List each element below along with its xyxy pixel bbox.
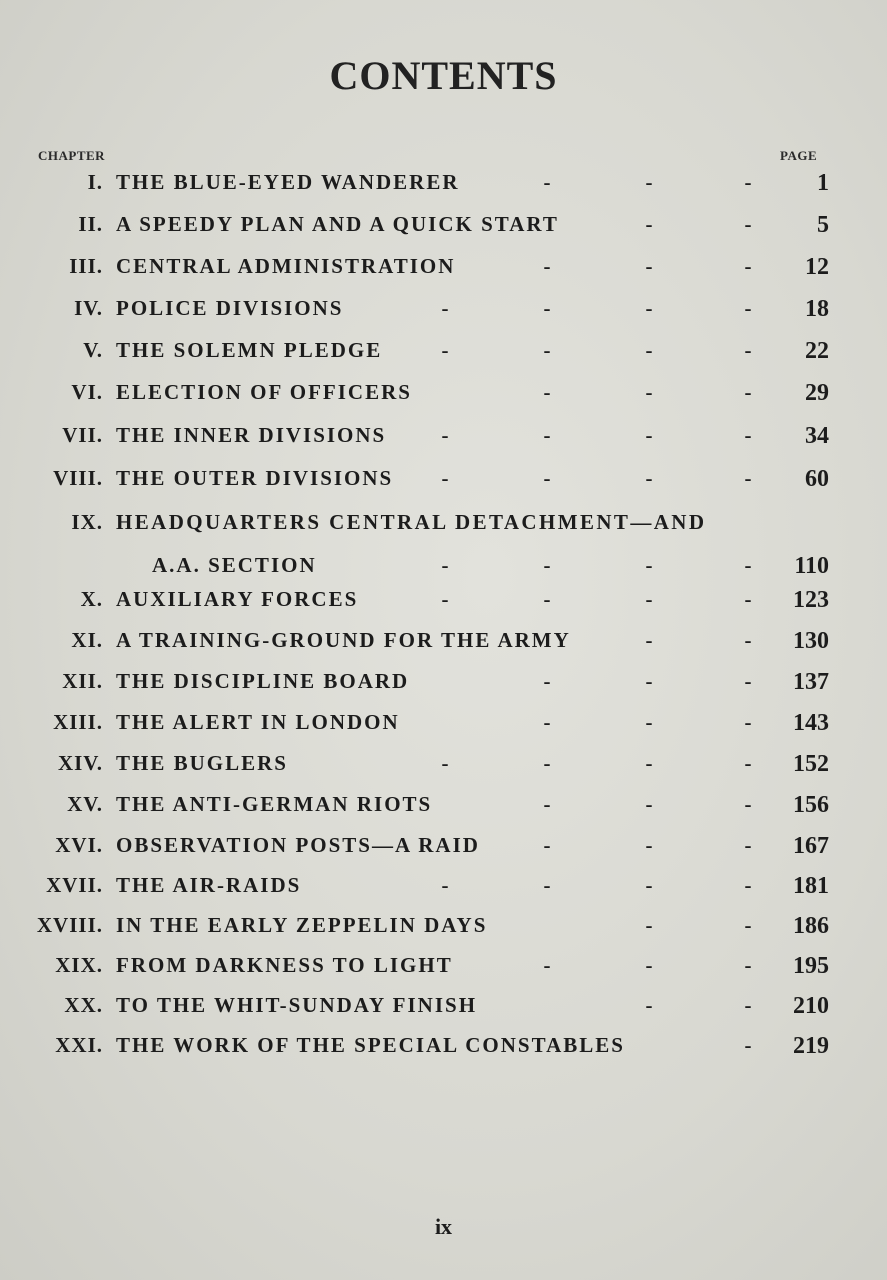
- page-ref: 143: [793, 710, 829, 736]
- leader-dash: -: [645, 170, 653, 194]
- leader-dash: -: [441, 873, 449, 897]
- leader-dash: -: [441, 587, 449, 611]
- chapter-title: THE ALERT IN LONDON: [116, 710, 400, 734]
- chapter-number: IX.: [71, 510, 103, 534]
- chapter-title-continuation: A.A. SECTION: [152, 553, 317, 577]
- leader-dash: -: [441, 751, 449, 775]
- chapter-title: A SPEEDY PLAN AND A QUICK START: [116, 212, 559, 236]
- leader-dash: -: [744, 587, 752, 611]
- toc-entry: [0, 170, 887, 204]
- page-ref: 186: [793, 913, 829, 939]
- leader-dash: -: [744, 466, 752, 490]
- leader-dash: -: [744, 792, 752, 816]
- leader-dash: -: [744, 993, 752, 1017]
- page-ref: 12: [805, 254, 829, 280]
- chapter-number: XVII.: [46, 873, 103, 897]
- toc-entry: [0, 510, 887, 544]
- leader-dash: -: [645, 751, 653, 775]
- toc-entry: [0, 380, 887, 414]
- chapter-title: THE AIR-RAIDS: [116, 873, 302, 897]
- toc-entry: [0, 212, 887, 246]
- toc-entry: [0, 296, 887, 330]
- chapter-number: V.: [83, 338, 103, 362]
- leader-dash: -: [744, 751, 752, 775]
- leader-dash: -: [543, 380, 551, 404]
- leader-dash: -: [744, 338, 752, 362]
- leader-dash: -: [543, 254, 551, 278]
- leader-dash: -: [441, 296, 449, 320]
- chapter-number: XVI.: [55, 833, 103, 857]
- leader-dash: -: [645, 380, 653, 404]
- chapter-title: HEADQUARTERS CENTRAL DETACHMENT—AND: [116, 510, 707, 534]
- chapter-title: FROM DARKNESS TO LIGHT: [116, 953, 453, 977]
- chapter-number: X.: [80, 587, 103, 611]
- leader-dash: -: [744, 553, 752, 577]
- chapter-title: THE DISCIPLINE BOARD: [116, 669, 410, 693]
- page-ref: 152: [793, 751, 829, 777]
- leader-dash: -: [543, 587, 551, 611]
- leader-dash: -: [744, 170, 752, 194]
- toc-entry: [0, 466, 887, 500]
- toc-entry: [0, 953, 887, 987]
- leader-dash: -: [645, 212, 653, 236]
- chapter-title: AUXILIARY FORCES: [116, 587, 359, 611]
- chapter-number: XIX.: [55, 953, 103, 977]
- page-ref: 1: [817, 170, 829, 196]
- leader-dash: -: [744, 873, 752, 897]
- leader-dash: -: [744, 953, 752, 977]
- page-ref: 167: [793, 833, 829, 859]
- leader-dash: -: [543, 792, 551, 816]
- leader-dash: -: [441, 423, 449, 447]
- leader-dash: -: [543, 669, 551, 693]
- toc-entry: [0, 873, 887, 907]
- toc-entry: [0, 628, 887, 662]
- leader-dash: -: [744, 669, 752, 693]
- page-ref: 123: [793, 587, 829, 613]
- leader-dash: -: [543, 873, 551, 897]
- page-column-label: PAGE: [780, 148, 818, 163]
- chapter-title: THE INNER DIVISIONS: [116, 423, 387, 447]
- toc-entry: [0, 913, 887, 947]
- toc-entry: [0, 423, 887, 457]
- leader-dash: -: [645, 254, 653, 278]
- leader-dash: -: [645, 833, 653, 857]
- chapter-title: THE WORK OF THE SPECIAL CONSTABLES: [116, 1033, 625, 1057]
- leader-dash: -: [744, 423, 752, 447]
- leader-dash: -: [645, 953, 653, 977]
- toc-entry: [0, 1033, 887, 1067]
- page-ref: 18: [805, 296, 829, 322]
- chapter-number: XII.: [62, 669, 103, 693]
- leader-dash: -: [744, 1033, 752, 1057]
- toc-entry: [0, 792, 887, 826]
- leader-dash: -: [645, 423, 653, 447]
- leader-dash: -: [543, 466, 551, 490]
- page-ref: 181: [793, 873, 829, 899]
- toc-entry: [0, 669, 887, 703]
- leader-dash: -: [543, 423, 551, 447]
- page-ref: 130: [793, 628, 829, 654]
- chapter-title: ELECTION OF OFFICERS: [116, 380, 412, 404]
- leader-dash: -: [645, 913, 653, 937]
- leader-dash: -: [744, 254, 752, 278]
- page-ref: 156: [793, 792, 829, 818]
- chapter-number: XV.: [67, 792, 103, 816]
- toc-entry: [0, 254, 887, 288]
- chapter-column-label: CHAPTER: [38, 148, 106, 163]
- page-ref: 137: [793, 669, 829, 695]
- chapter-number: XXI.: [55, 1033, 103, 1057]
- page-ref: 22: [805, 338, 829, 364]
- leader-dash: -: [645, 296, 653, 320]
- page-ref: 29: [805, 380, 829, 406]
- leader-dash: -: [441, 466, 449, 490]
- leader-dash: -: [744, 212, 752, 236]
- chapter-number: XI.: [71, 628, 103, 652]
- toc-entry: [0, 833, 887, 867]
- page-ref: 5: [817, 212, 829, 238]
- chapter-title: CENTRAL ADMINISTRATION: [116, 254, 456, 278]
- chapter-number: VIII.: [53, 466, 103, 490]
- chapter-title: THE OUTER DIVISIONS: [116, 466, 394, 490]
- page-number: ix: [434, 1214, 453, 1239]
- leader-dash: -: [543, 833, 551, 857]
- leader-dash: -: [543, 338, 551, 362]
- leader-dash: -: [744, 833, 752, 857]
- leader-dash: -: [543, 953, 551, 977]
- leader-dash: -: [543, 751, 551, 775]
- page-ref: 34: [805, 423, 829, 449]
- leader-dash: -: [744, 380, 752, 404]
- toc-entry: [0, 587, 887, 621]
- chapter-title: TO THE WHIT-SUNDAY FINISH: [116, 993, 478, 1017]
- leader-dash: -: [645, 466, 653, 490]
- chapter-number: XIII.: [53, 710, 103, 734]
- toc-entry: [0, 338, 887, 372]
- chapter-number: II.: [78, 212, 103, 236]
- leader-dash: -: [441, 553, 449, 577]
- chapter-title: IN THE EARLY ZEPPELIN DAYS: [116, 913, 488, 937]
- chapter-number: IV.: [74, 296, 103, 320]
- chapter-title: POLICE DIVISIONS: [116, 296, 344, 320]
- page-ref: 60: [805, 466, 829, 492]
- leader-dash: -: [645, 338, 653, 362]
- chapter-number: XVIII.: [36, 913, 103, 937]
- leader-dash: -: [744, 710, 752, 734]
- page-ref: 219: [793, 1033, 829, 1059]
- chapter-number: I.: [87, 170, 103, 194]
- toc-entry: [0, 993, 887, 1027]
- leader-dash: -: [744, 913, 752, 937]
- leader-dash: -: [441, 338, 449, 362]
- chapter-title: A TRAINING-GROUND FOR THE ARMY: [116, 628, 571, 652]
- leader-dash: -: [543, 296, 551, 320]
- leader-dash: -: [645, 873, 653, 897]
- leader-dash: -: [543, 710, 551, 734]
- leader-dash: -: [645, 710, 653, 734]
- page-ref: 210: [793, 993, 829, 1019]
- chapter-title: THE BUGLERS: [116, 751, 288, 775]
- chapter-number: III.: [69, 254, 103, 278]
- chapter-number: XIV.: [57, 751, 103, 775]
- page-ref: 110: [794, 553, 829, 579]
- chapter-number: VII.: [62, 423, 103, 447]
- toc-entry: [0, 751, 887, 785]
- page-title: CONTENTS: [329, 53, 558, 98]
- leader-dash: -: [543, 170, 551, 194]
- chapter-title: THE BLUE-EYED WANDERER: [116, 170, 460, 194]
- leader-dash: -: [645, 587, 653, 611]
- toc-entry: [0, 710, 887, 744]
- leader-dash: -: [645, 792, 653, 816]
- chapter-title: THE ANTI-GERMAN RIOTS: [116, 792, 433, 816]
- leader-dash: -: [645, 553, 653, 577]
- leader-dash: -: [645, 669, 653, 693]
- leader-dash: -: [645, 993, 653, 1017]
- chapter-number: VI.: [71, 380, 103, 404]
- page-ref: 195: [793, 953, 829, 979]
- leader-dash: -: [744, 628, 752, 652]
- chapter-number: XX.: [64, 993, 103, 1017]
- leader-dash: -: [543, 553, 551, 577]
- chapter-title: OBSERVATION POSTS—A RAID: [116, 833, 480, 857]
- leader-dash: -: [744, 296, 752, 320]
- toc-entry-continuation: [0, 553, 887, 587]
- chapter-title: THE SOLEMN PLEDGE: [116, 338, 383, 362]
- leader-dash: -: [645, 628, 653, 652]
